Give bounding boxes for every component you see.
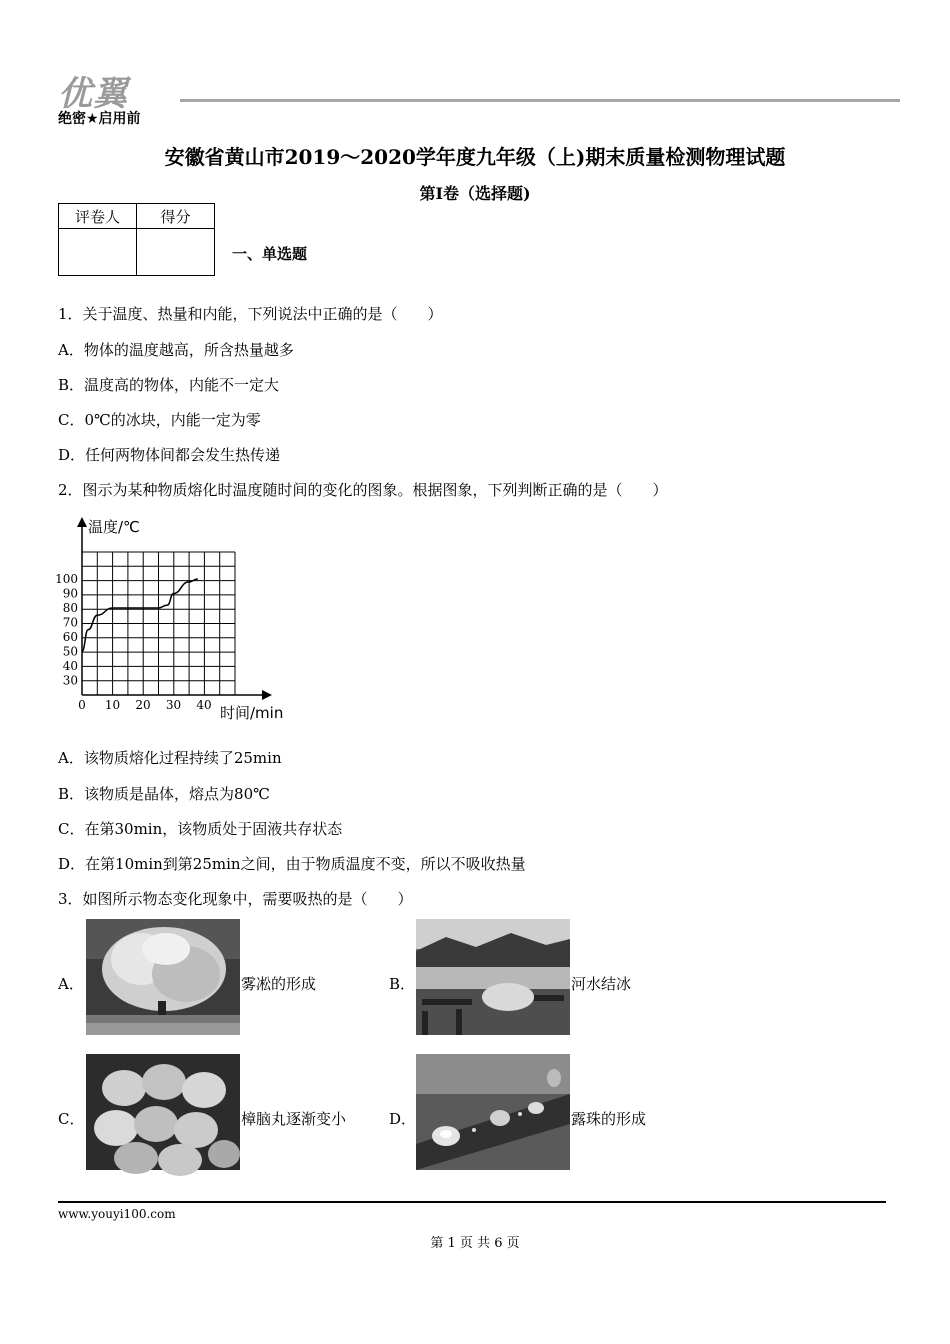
x-tick-label: 40: [196, 698, 212, 712]
secret-label: 绝密★启用前: [58, 111, 141, 127]
q3-option-d-text: 露珠的形成: [571, 1110, 647, 1128]
q3-option-a-text: 雾凇的形成: [241, 975, 317, 993]
x-tick-label: 0: [78, 698, 86, 712]
exam-subtitle: 第I卷（选择题): [419, 184, 531, 203]
dew-drops-photo: [416, 1054, 570, 1170]
chart-y-label: 温度/℃: [88, 518, 140, 536]
chart-axes: [77, 517, 272, 700]
header-rule: [180, 99, 900, 102]
q3-option-b-text: 河水结冰: [571, 975, 632, 993]
footer-url[interactable]: www.youyi100.com: [58, 1207, 176, 1221]
score-table: [58, 203, 215, 276]
y-tick-label: 100: [55, 572, 78, 586]
y-tick-label: 30: [62, 673, 78, 688]
y-tick-label: 50: [62, 644, 78, 659]
q1-option-c: C．0℃的冰块，内能一定为零: [58, 411, 261, 429]
q2-stem: 2．图示为某种物质熔化时温度随时间的变化的图象。根据图象，下列判断正确的是（ ）: [58, 481, 668, 499]
q3-option-b-label: B．: [389, 975, 416, 993]
exam-title: 安徽省黄山市2019～2020学年度九年级（上)期末质量检测物理试题: [164, 145, 786, 169]
y-tick-label: 90: [62, 586, 78, 601]
q1-option-b: B．温度高的物体，内能不一定大: [58, 376, 280, 394]
score-table-header-score: 得分: [137, 204, 215, 229]
chart-series-line: [82, 579, 198, 652]
q3-option-a-label: A．: [58, 975, 84, 993]
q1-stem: 1．关于温度、热量和内能，下列说法中正确的是（ ）: [58, 305, 443, 323]
score-table-cell-grader: [59, 229, 137, 276]
q3-option-d-label: D．: [389, 1110, 417, 1128]
score-table-cell-score: [137, 229, 215, 276]
y-tick-label: 80: [62, 601, 78, 615]
x-tick-label: 20: [135, 698, 151, 712]
y-tick-label: 60: [62, 630, 78, 644]
brand-logo: 优翼: [58, 74, 128, 114]
q1-option-d: D．任何两物体间都会发生热传递: [58, 446, 281, 464]
chart-grid: [82, 552, 235, 695]
x-tick-label: 30: [165, 698, 182, 712]
y-tick-label: 40: [62, 659, 78, 673]
q3-option-c-text: 樟脑丸逐渐变小: [241, 1110, 347, 1128]
camphor-balls-photo: [86, 1054, 240, 1170]
x-axis-arrow: [262, 690, 272, 700]
q2-option-b: B．该物质是晶体，熔点为80℃: [58, 785, 270, 803]
melting-chart: [55, 512, 298, 724]
footer-rule: [58, 1201, 886, 1203]
y-tick-label: 70: [62, 615, 78, 630]
y-axis-arrow: [77, 517, 87, 527]
section-heading: 一、单选题: [232, 245, 308, 263]
q2-option-d: D．在第10min到第25min之间，由于物质温度不变，所以不吸收热量: [58, 855, 526, 873]
frozen-river-photo: [416, 919, 570, 1035]
q2-option-c: C．在第30min，该物质处于固液共存状态: [58, 820, 343, 838]
chart-ticks: [55, 572, 212, 712]
score-table-header-grader: 评卷人: [59, 204, 137, 229]
q3-stem: 3．如图所示物态变化现象中，需要吸热的是（ ）: [58, 890, 413, 908]
q2-option-a: A．该物质熔化过程持续了25min: [58, 749, 282, 767]
q3-option-c-label: C．: [58, 1110, 85, 1128]
q1-option-a: A．物体的温度越高，所含热量越多: [58, 341, 294, 359]
chart-x-label: 时间/min: [220, 704, 284, 722]
rime-photo: [86, 919, 240, 1035]
page-number: 第 1 页 共 6 页: [430, 1236, 520, 1251]
x-tick-label: 10: [104, 698, 121, 712]
